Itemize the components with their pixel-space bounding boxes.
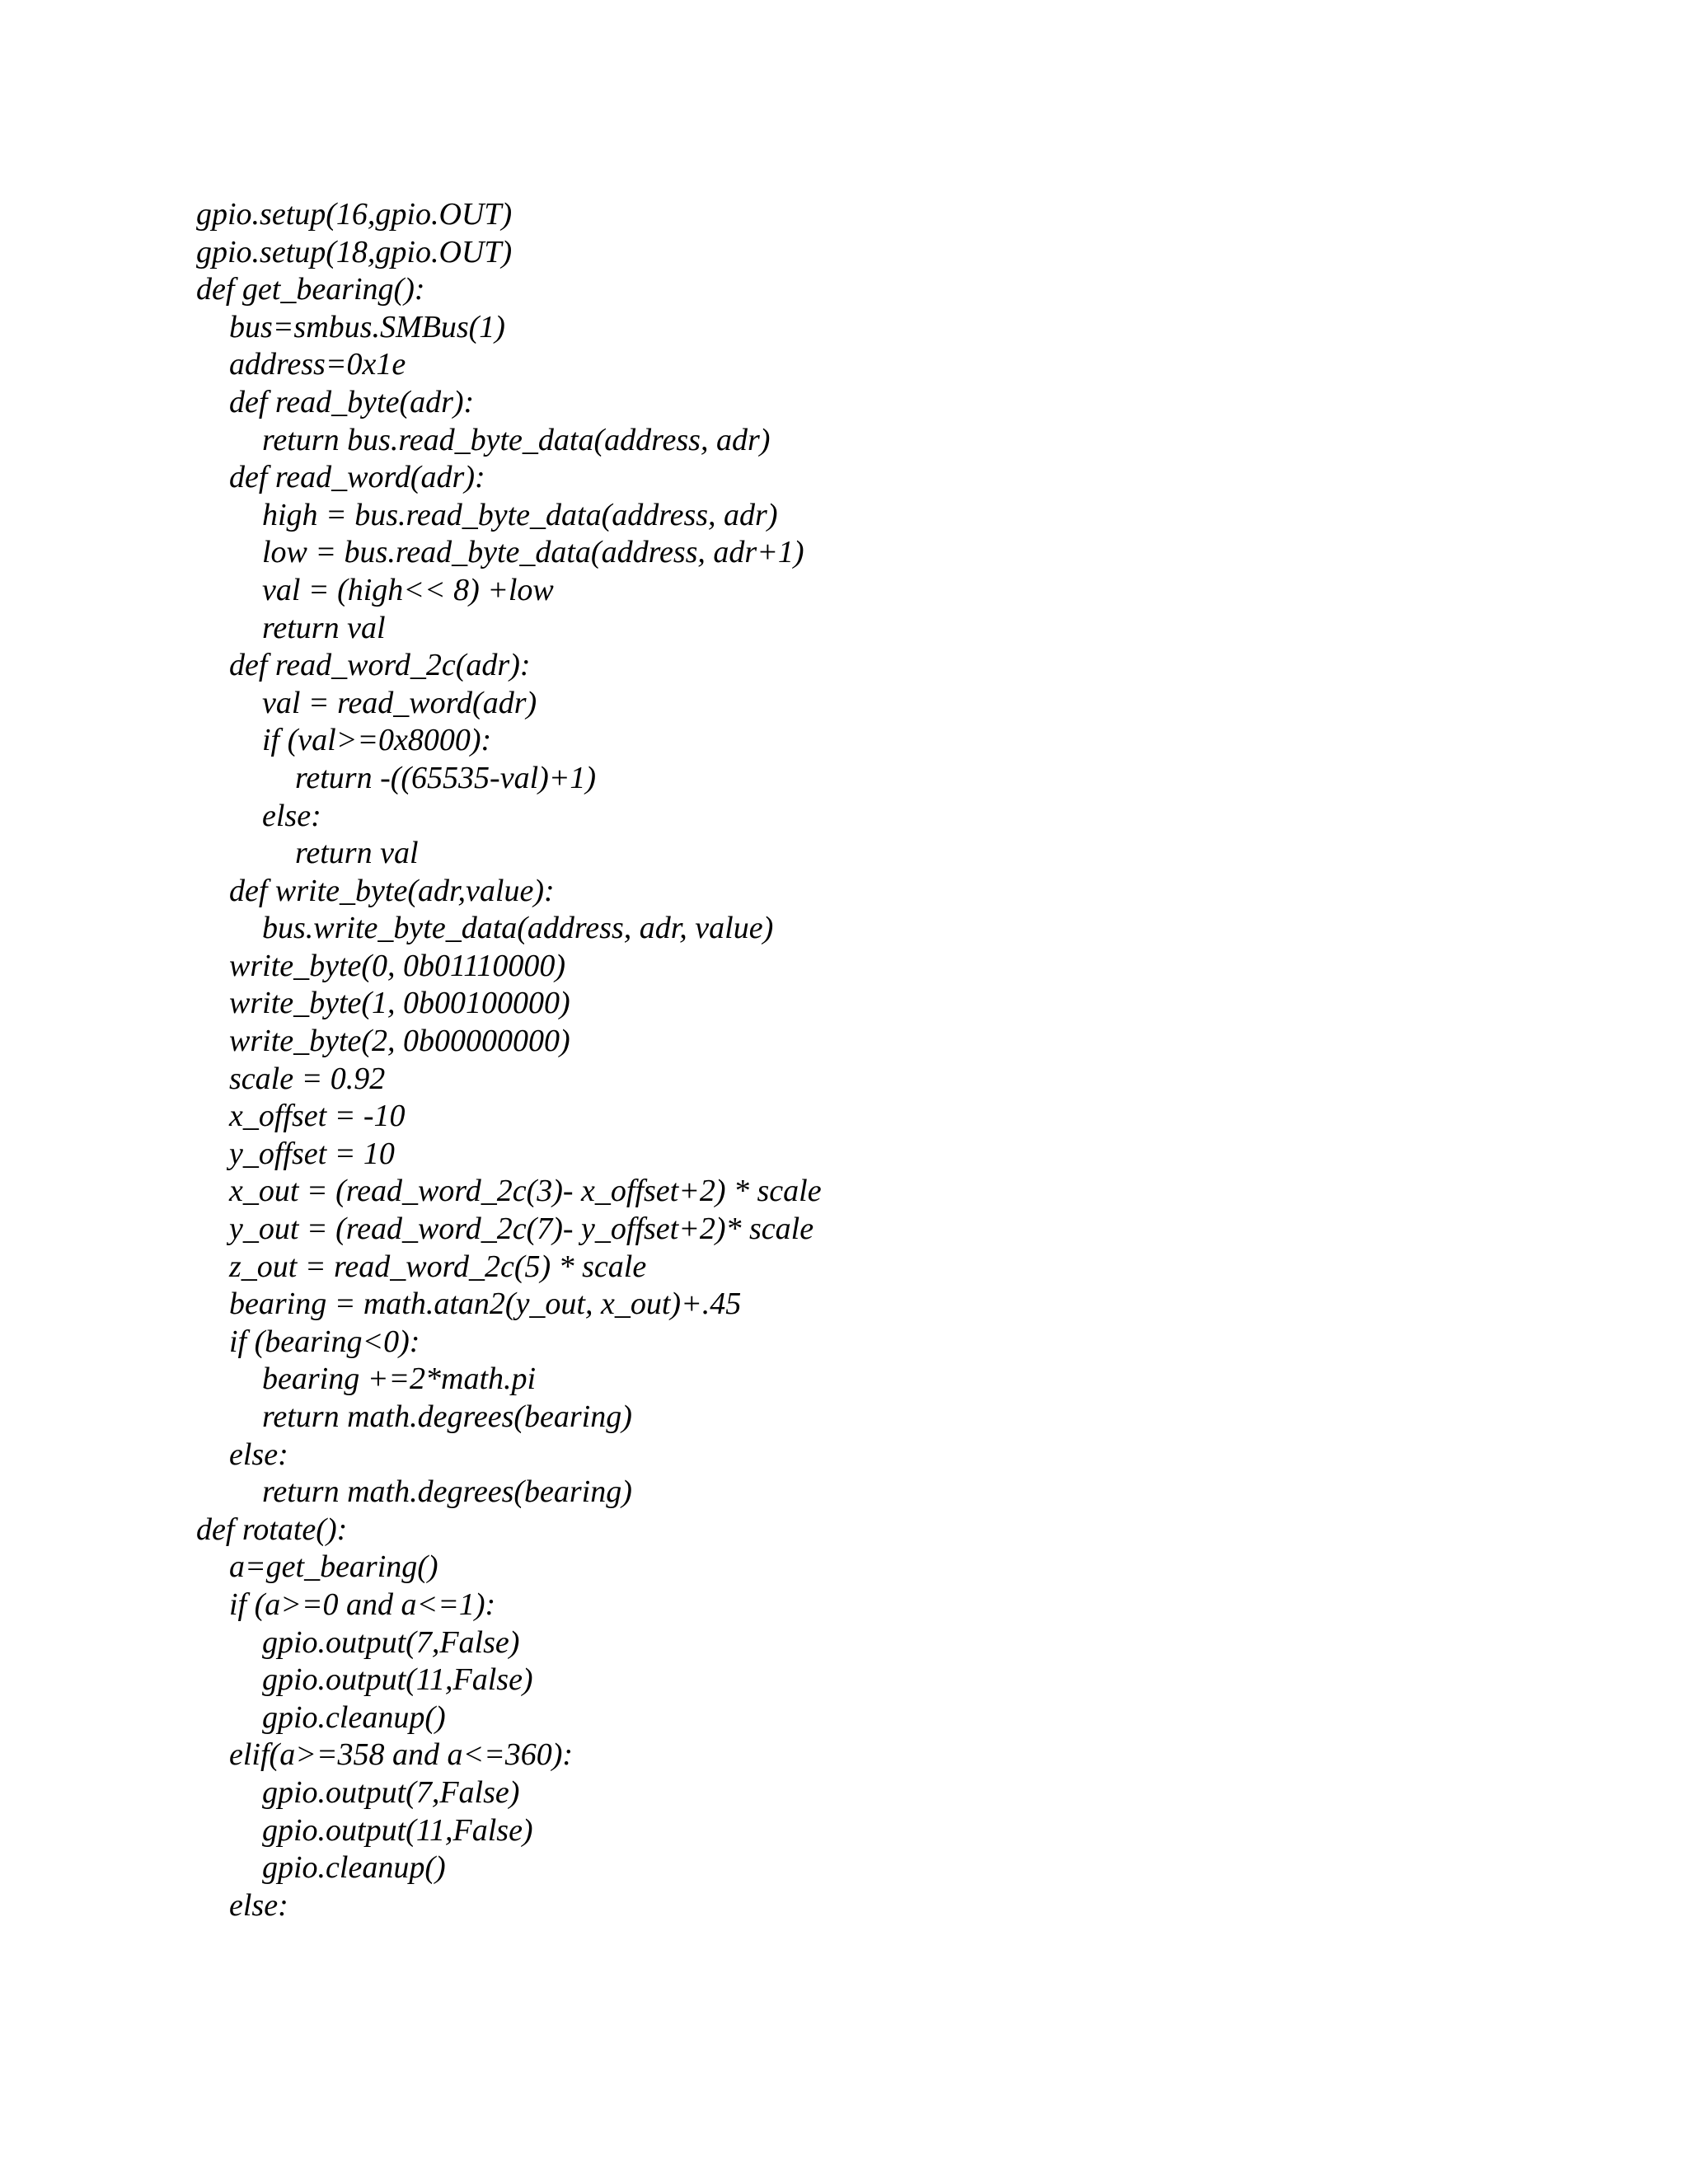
code-line: def rotate(): — [196, 1511, 348, 1547]
code-line: def read_word(adr): — [229, 460, 485, 495]
code-line: gpio.setup(18,gpio.OUT) — [196, 234, 513, 269]
code-listing — [196, 196, 1556, 1924]
code-line: a=get_bearing() — [229, 1549, 438, 1585]
code-line: elif(a>=358 and a<=360): — [229, 1737, 574, 1773]
code-line: write_byte(1, 0b00100000) — [229, 986, 570, 1021]
code-line: gpio.setup(16,gpio.OUT) — [196, 197, 513, 232]
code-line: def get_bearing(): — [196, 272, 425, 307]
code-line: def read_word_2c(adr): — [229, 648, 531, 683]
code-line: write_byte(0, 0b01110000) — [229, 948, 566, 983]
code-line: gpio.output(11,False) — [262, 1662, 533, 1698]
code-line: if (bearing<0): — [229, 1324, 420, 1359]
code-line: write_byte(2, 0b00000000) — [229, 1024, 570, 1059]
code-line: return val — [295, 836, 419, 871]
code-line: def read_byte(adr): — [229, 384, 475, 419]
code-line: x_out = (read_word_2c(3)- x_offset+2) * scale — [229, 1174, 822, 1209]
code-line: if (a>=0 and a<=1): — [229, 1586, 496, 1622]
code-line: return math.degrees(bearing) — [262, 1399, 632, 1434]
code-line: low = bus.read_byte_data(address, adr+1) — [262, 535, 804, 570]
code-line: gpio.output(11,False) — [262, 1812, 533, 1848]
code-line: bus.write_byte_data(address, adr, value) — [262, 911, 774, 946]
code-line: gpio.output(7,False) — [262, 1624, 520, 1660]
code-line: address=0x1e — [229, 347, 406, 382]
code-line: else: — [229, 1436, 288, 1472]
code-line: z_out = read_word_2c(5) * scale — [229, 1249, 647, 1284]
code-line: x_offset = -10 — [229, 1099, 406, 1134]
code-line: if (val>=0x8000): — [262, 723, 492, 758]
code-line: gpio.cleanup() — [262, 1850, 446, 1886]
code-line: scale = 0.92 — [229, 1061, 386, 1096]
code-line: val = (high<< 8) +low — [262, 572, 554, 607]
code-line: bus=smbus.SMBus(1) — [229, 309, 505, 344]
code-line: gpio.output(7,False) — [262, 1774, 520, 1810]
code-line: high = bus.read_byte_data(address, adr) — [262, 497, 778, 532]
code-line: def write_byte(adr,value): — [229, 873, 555, 908]
code-line: return math.degrees(bearing) — [262, 1474, 632, 1510]
code-line: else: — [229, 1887, 288, 1923]
code-line: gpio.cleanup() — [262, 1699, 446, 1735]
code-line: return bus.read_byte_data(address, adr) — [262, 422, 771, 457]
code-line: return val — [262, 610, 386, 645]
code-line: y_out = (read_word_2c(7)- y_offset+2)* scale — [229, 1212, 814, 1247]
code-line: val = read_word(adr) — [262, 685, 537, 720]
code-line: return -((65535-val)+1) — [295, 760, 597, 795]
code-line: bearing +=2*math.pi — [262, 1361, 537, 1397]
code-line: bearing = math.atan2(y_out, x_out)+.45 — [229, 1286, 742, 1322]
code-line: else: — [262, 798, 321, 833]
code-line: y_offset = 10 — [229, 1136, 395, 1171]
